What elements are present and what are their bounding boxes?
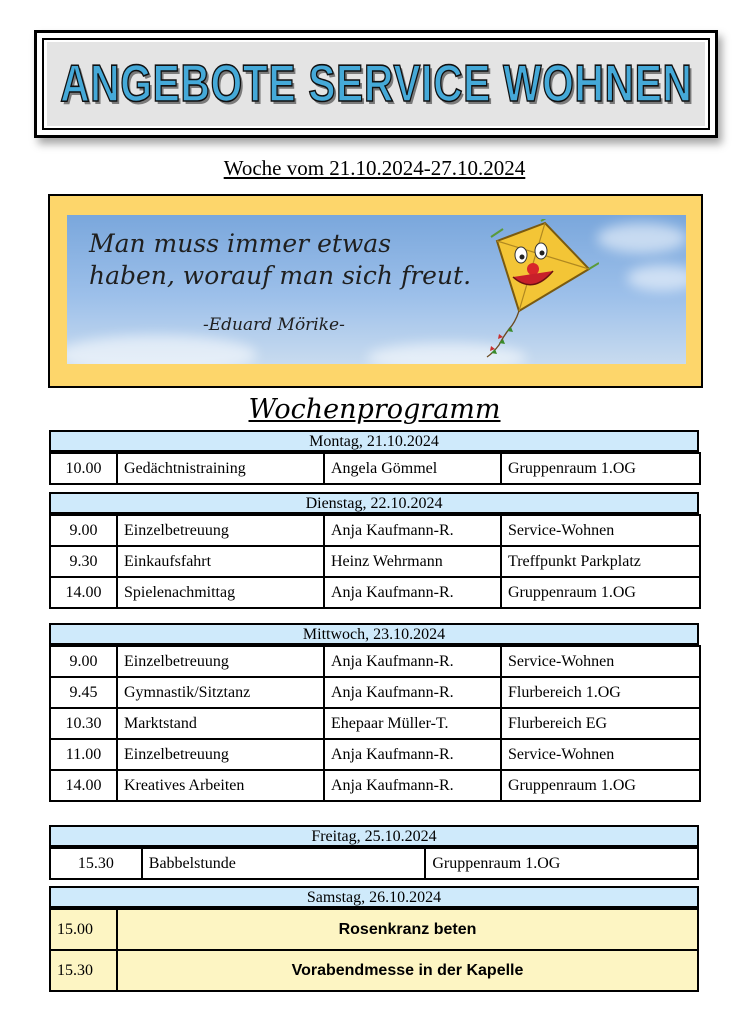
- quote-box: [48, 194, 703, 388]
- person-cell: Anja Kaufmann-R.: [324, 646, 501, 677]
- table-row: [50, 515, 700, 546]
- person-cell: Angela Gömmel: [324, 453, 501, 484]
- time-cell: 9.00: [50, 646, 117, 677]
- kite-icon: [479, 219, 599, 364]
- activity-cell: Babbelstunde: [142, 848, 426, 879]
- location-cell: Service-Wohnen: [501, 646, 700, 677]
- table-row: [50, 546, 700, 577]
- time-cell: 9.30: [50, 546, 117, 577]
- time-cell: 9.45: [50, 677, 117, 708]
- quote-line-2: haben, worauf man sich freut.: [89, 261, 472, 290]
- schedule-table: [49, 847, 699, 880]
- location-cell: Flurbereich 1.OG: [501, 677, 700, 708]
- table-row: [50, 577, 700, 608]
- location-cell: Gruppenraum 1.OG: [425, 848, 698, 879]
- location-cell: Service-Wohnen: [501, 515, 700, 546]
- time-cell: 15.30: [50, 950, 117, 991]
- time-cell: 9.00: [50, 515, 117, 546]
- location-cell: Gruppenraum 1.OG: [501, 453, 700, 484]
- schedule-table: [49, 514, 701, 609]
- program-title: Wochenprogramm: [248, 394, 501, 425]
- activity-cell: Spielenachmittag: [117, 577, 324, 608]
- person-cell: Anja Kaufmann-R.: [324, 515, 501, 546]
- week-range: Woche vom 21.10.2024-27.10.2024: [223, 156, 526, 180]
- header-banner: [34, 30, 718, 138]
- day-header: Samstag, 26.10.2024: [49, 886, 699, 908]
- time-cell: 14.00: [50, 577, 117, 608]
- cloud-shape: [67, 335, 257, 364]
- person-cell: Heinz Wehrmann: [324, 546, 501, 577]
- person-cell: Ehepaar Müller-T.: [324, 708, 501, 739]
- person-cell: Anja Kaufmann-R.: [324, 770, 501, 801]
- activity-cell: Gedächtnistraining: [117, 453, 324, 484]
- table-row: [50, 739, 700, 770]
- time-cell: 15.30: [50, 848, 142, 879]
- day-header: Dienstag, 22.10.2024: [49, 492, 699, 514]
- table-row: [50, 848, 698, 879]
- time-cell: 11.00: [50, 739, 117, 770]
- activity-cell: Einzelbetreuung: [117, 515, 324, 546]
- person-cell: Anja Kaufmann-R.: [324, 577, 501, 608]
- quote-author: -Eduard Mörike-: [203, 315, 345, 335]
- event-cell: Vorabendmesse in der Kapelle: [117, 950, 698, 991]
- table-row: [50, 453, 700, 484]
- table-row: [50, 770, 700, 801]
- table-row: [50, 950, 698, 991]
- header-banner-panel: [47, 42, 705, 126]
- table-row: [50, 909, 698, 950]
- table-row: [50, 646, 700, 677]
- time-cell: 10.00: [50, 453, 117, 484]
- quote-line-1: Man muss immer etwas: [89, 229, 392, 258]
- person-cell: Anja Kaufmann-R.: [324, 739, 501, 770]
- event-cell: Rosenkranz beten: [117, 909, 698, 950]
- time-cell: 14.00: [50, 770, 117, 801]
- day-header: Freitag, 25.10.2024: [49, 825, 699, 847]
- activity-cell: Marktstand: [117, 708, 324, 739]
- activity-cell: Einzelbetreuung: [117, 739, 324, 770]
- location-cell: Gruppenraum 1.OG: [501, 770, 700, 801]
- day-block-wednesday: [49, 623, 699, 802]
- time-cell: 15.00: [50, 909, 117, 950]
- location-cell: Gruppenraum 1.OG: [501, 577, 700, 608]
- table-row: [50, 677, 700, 708]
- day-block-monday: [49, 430, 699, 485]
- activity-cell: Einzelbetreuung: [117, 646, 324, 677]
- schedule-table: [49, 645, 701, 802]
- location-cell: Treffpunkt Parkplatz: [501, 546, 700, 577]
- location-cell: Service-Wohnen: [501, 739, 700, 770]
- table-row: [50, 708, 700, 739]
- day-block-friday: [49, 825, 699, 880]
- person-cell: Anja Kaufmann-R.: [324, 677, 501, 708]
- schedule-table: [49, 452, 701, 485]
- activity-cell: Kreatives Arbeiten: [117, 770, 324, 801]
- location-cell: Flurbereich EG: [501, 708, 700, 739]
- cloud-shape: [597, 223, 686, 253]
- activity-cell: Einkaufsfahrt: [117, 546, 324, 577]
- cloud-shape: [627, 265, 686, 291]
- day-block-saturday: [49, 886, 699, 992]
- time-cell: 10.30: [50, 708, 117, 739]
- activity-cell: Gymnastik/Sitztanz: [117, 677, 324, 708]
- day-block-tuesday: [49, 492, 699, 609]
- quote-image-sky: [67, 215, 686, 364]
- page-title: ANGEBOTE SERVICE WOHNEN: [59, 55, 693, 113]
- day-header: Mittwoch, 23.10.2024: [49, 623, 699, 645]
- day-header: Montag, 21.10.2024: [49, 430, 699, 452]
- schedule-table: [49, 908, 699, 992]
